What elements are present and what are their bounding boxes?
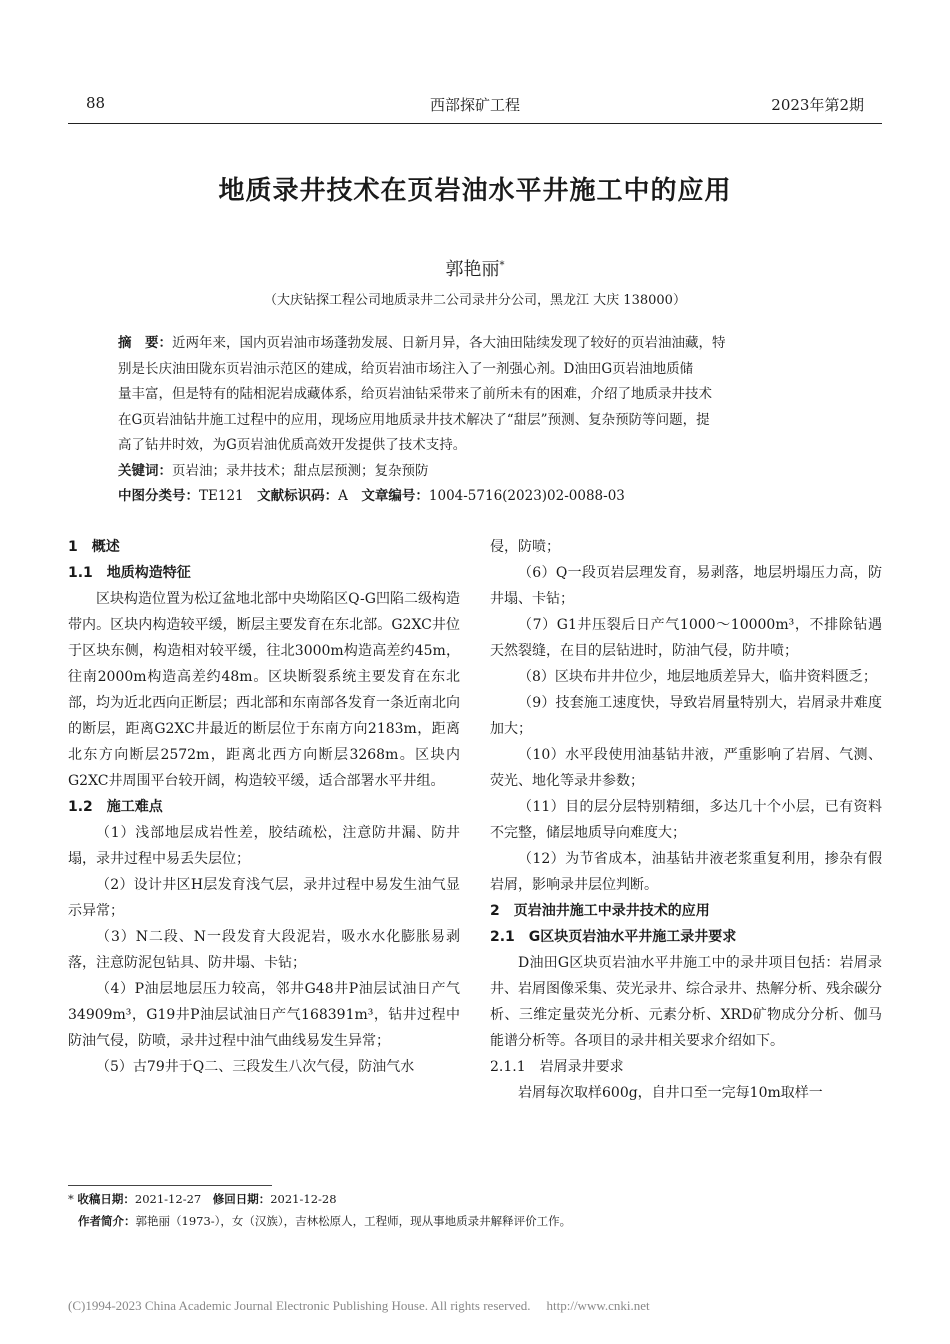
abstract-label: 摘 要： bbox=[118, 335, 172, 351]
section-heading: 1 概述 bbox=[68, 539, 120, 555]
section-heading: 2 页岩油井施工中录井技术的应用 bbox=[490, 903, 710, 919]
affiliation: （大庆钻探工程公司地质录井二公司录井分公司，黑龙江 大庆 138000） bbox=[264, 293, 686, 308]
left-column bbox=[68, 534, 460, 1080]
paragraph: （4）P油层地层压力较高，邻井G48井P油层试油日产气34909m³，G19井P油层试油日产气168391m³，钻井过程中防油气侵，防喷，录井过程中油气曲线易发生异常； bbox=[68, 981, 460, 1049]
journal-name: 西部探矿工程 bbox=[429, 96, 520, 114]
paragraph: （8）区块布井井位少，地层地质差异大，临井资料匮乏； bbox=[518, 669, 877, 685]
issue-label: 2023年第2期 bbox=[771, 96, 864, 114]
copyright-line bbox=[68, 1298, 650, 1314]
author bbox=[0, 255, 950, 281]
header-rule bbox=[68, 123, 882, 124]
footnote-rule bbox=[68, 1185, 272, 1186]
author-name: 郭艳丽 bbox=[445, 259, 500, 280]
paragraph: 岩屑每次取样600g，自井口至一完每10m取样一 bbox=[518, 1085, 823, 1101]
section-heading: 1.2 施工难点 bbox=[68, 799, 163, 815]
keywords: 关键词：页岩油；录井技术；甜点层预测；复杂预防 bbox=[118, 462, 429, 479]
paragraph: 区块构造位置为松辽盆地北部中央坳陷区Q-G凹陷二级构造带内。区块内构造较平缓，断层主要发育在东北部。G2XC井位于区块东侧，构造相对较平缓，往北3000m构造高差约45m，往南2000m构造高差约48m。区块断裂系统主要发育在东北部，均为近北西向正断层；西北部和东南部各发育一条近南北向的断层，距离G2XC井最近的断层位于东南方向2183m，距离北东方向断层2572m，距离北西方向断层3268m。区块内G2XC井周围平台较开阔，构造较平缓，适合部署水平井组。 bbox=[68, 591, 460, 789]
page-number: 88 bbox=[86, 94, 106, 112]
keywords-label: 关键词： bbox=[118, 462, 172, 479]
section-heading: 2.1 G区块页岩油水平井施工录井要求 bbox=[490, 929, 737, 945]
cnki-link[interactable]: http://www.cnki.net bbox=[546, 1298, 650, 1313]
footnote-bio: 作者简介：郭艳丽（1973-），女（汉族），吉林松原人，工程师，现从事地质录井解释评价工作。 bbox=[78, 1214, 572, 1228]
classification: 中图分类号：TE121 文献标识码：A 文章编号：1004-5716(2023)02-0088-03 bbox=[118, 488, 625, 504]
paragraph-continuation: 侵，防喷； bbox=[490, 539, 560, 555]
paragraph: D油田G区块页岩油水平井施工中的录井项目包括：岩屑录井、岩屑图像采集、荧光录井、综合录井、热解分析、残余碳分析、三维定量荧光分析、元素分析、XRD矿物成分分析、伽马能谱分析等。各项目的录井相关要求介绍如下。 bbox=[490, 955, 882, 1049]
paragraph: （5）古79井于Q二、三段发生八次气侵，防油气水 bbox=[96, 1059, 415, 1075]
paragraph: （9）技套施工速度快，导致岩屑量特别大，岩屑录井难度加大； bbox=[490, 695, 882, 737]
abstract-line: 高了钻井时效，为G页岩油优质高效开发提供了技术支持。 bbox=[118, 437, 467, 453]
abstract bbox=[118, 331, 834, 510]
copyright-text: (C)1994-2023 China Academic Journal Electronic Publishing House. All rights reserved. bbox=[68, 1298, 531, 1313]
paragraph: （6）Q一段页岩层理发育，易剥落，地层坍塌压力高，防井塌、卡钻； bbox=[490, 565, 882, 607]
author-mark: * bbox=[499, 260, 505, 271]
paragraph: （3）N二段、N一段发育大段泥岩，吸水水化膨胀易剥落，注意防泥包钻具、防井塌、卡钻； bbox=[68, 929, 460, 971]
paragraph: （11）目的层分层特别精细，多达几十个小层，已有资料不完整，储层地质导向难度大； bbox=[490, 799, 882, 841]
section-heading: 1.1 地质构造特征 bbox=[68, 565, 191, 581]
footnote-dates: * 收稿日期：2021-12-27 修回日期：2021-12-28 bbox=[68, 1192, 337, 1206]
right-column bbox=[490, 534, 882, 1106]
abstract-line: 在G页岩油钻井施工过程中的应用，现场应用地质录井技术解决了“甜层”预测、复杂预防等问题，提 bbox=[118, 411, 710, 428]
subsection-heading: 2.1.1 岩屑录井要求 bbox=[490, 1059, 624, 1075]
abstract-line: 别是长庆油田陇东页岩油示范区的建成，给页岩油市场注入了一剂强心剂。D油田G页岩油地质储 bbox=[118, 360, 694, 377]
paragraph: （2）设计井区H层发育浅气层，录井过程中易发生油气显示异常； bbox=[68, 877, 460, 919]
paragraph: （12）为节省成本，油基钻井液老浆重复利用，掺杂有假岩屑，影响录井层位判断。 bbox=[490, 851, 882, 893]
paragraph: （1）浅部地层成岩性差，胶结疏松，注意防井漏、防井塌，录井过程中易丢失层位； bbox=[68, 825, 460, 867]
paragraph: （10）水平段使用油基钻井液，严重影响了岩屑、气测、荧光、地化等录井参数； bbox=[490, 747, 882, 789]
paragraph: （7）G1井压裂后日产气1000～10000m³，不排除钻遇天然裂缝，在目的层钻进时，防油气侵，防井喷； bbox=[490, 617, 882, 659]
abstract-line: 摘 要：近两年来，国内页岩油市场蓬勃发展、日新月异，各大油田陆续发现了较好的页岩油油藏，特 bbox=[118, 335, 726, 351]
article-title: 地质录井技术在页岩油水平井施工中的应用 bbox=[218, 176, 732, 206]
abstract-line: 量丰富，但是特有的陆相泥岩成藏体系，给页岩油钻采带来了前所未有的困难，介绍了地质录井技术 bbox=[118, 386, 712, 402]
